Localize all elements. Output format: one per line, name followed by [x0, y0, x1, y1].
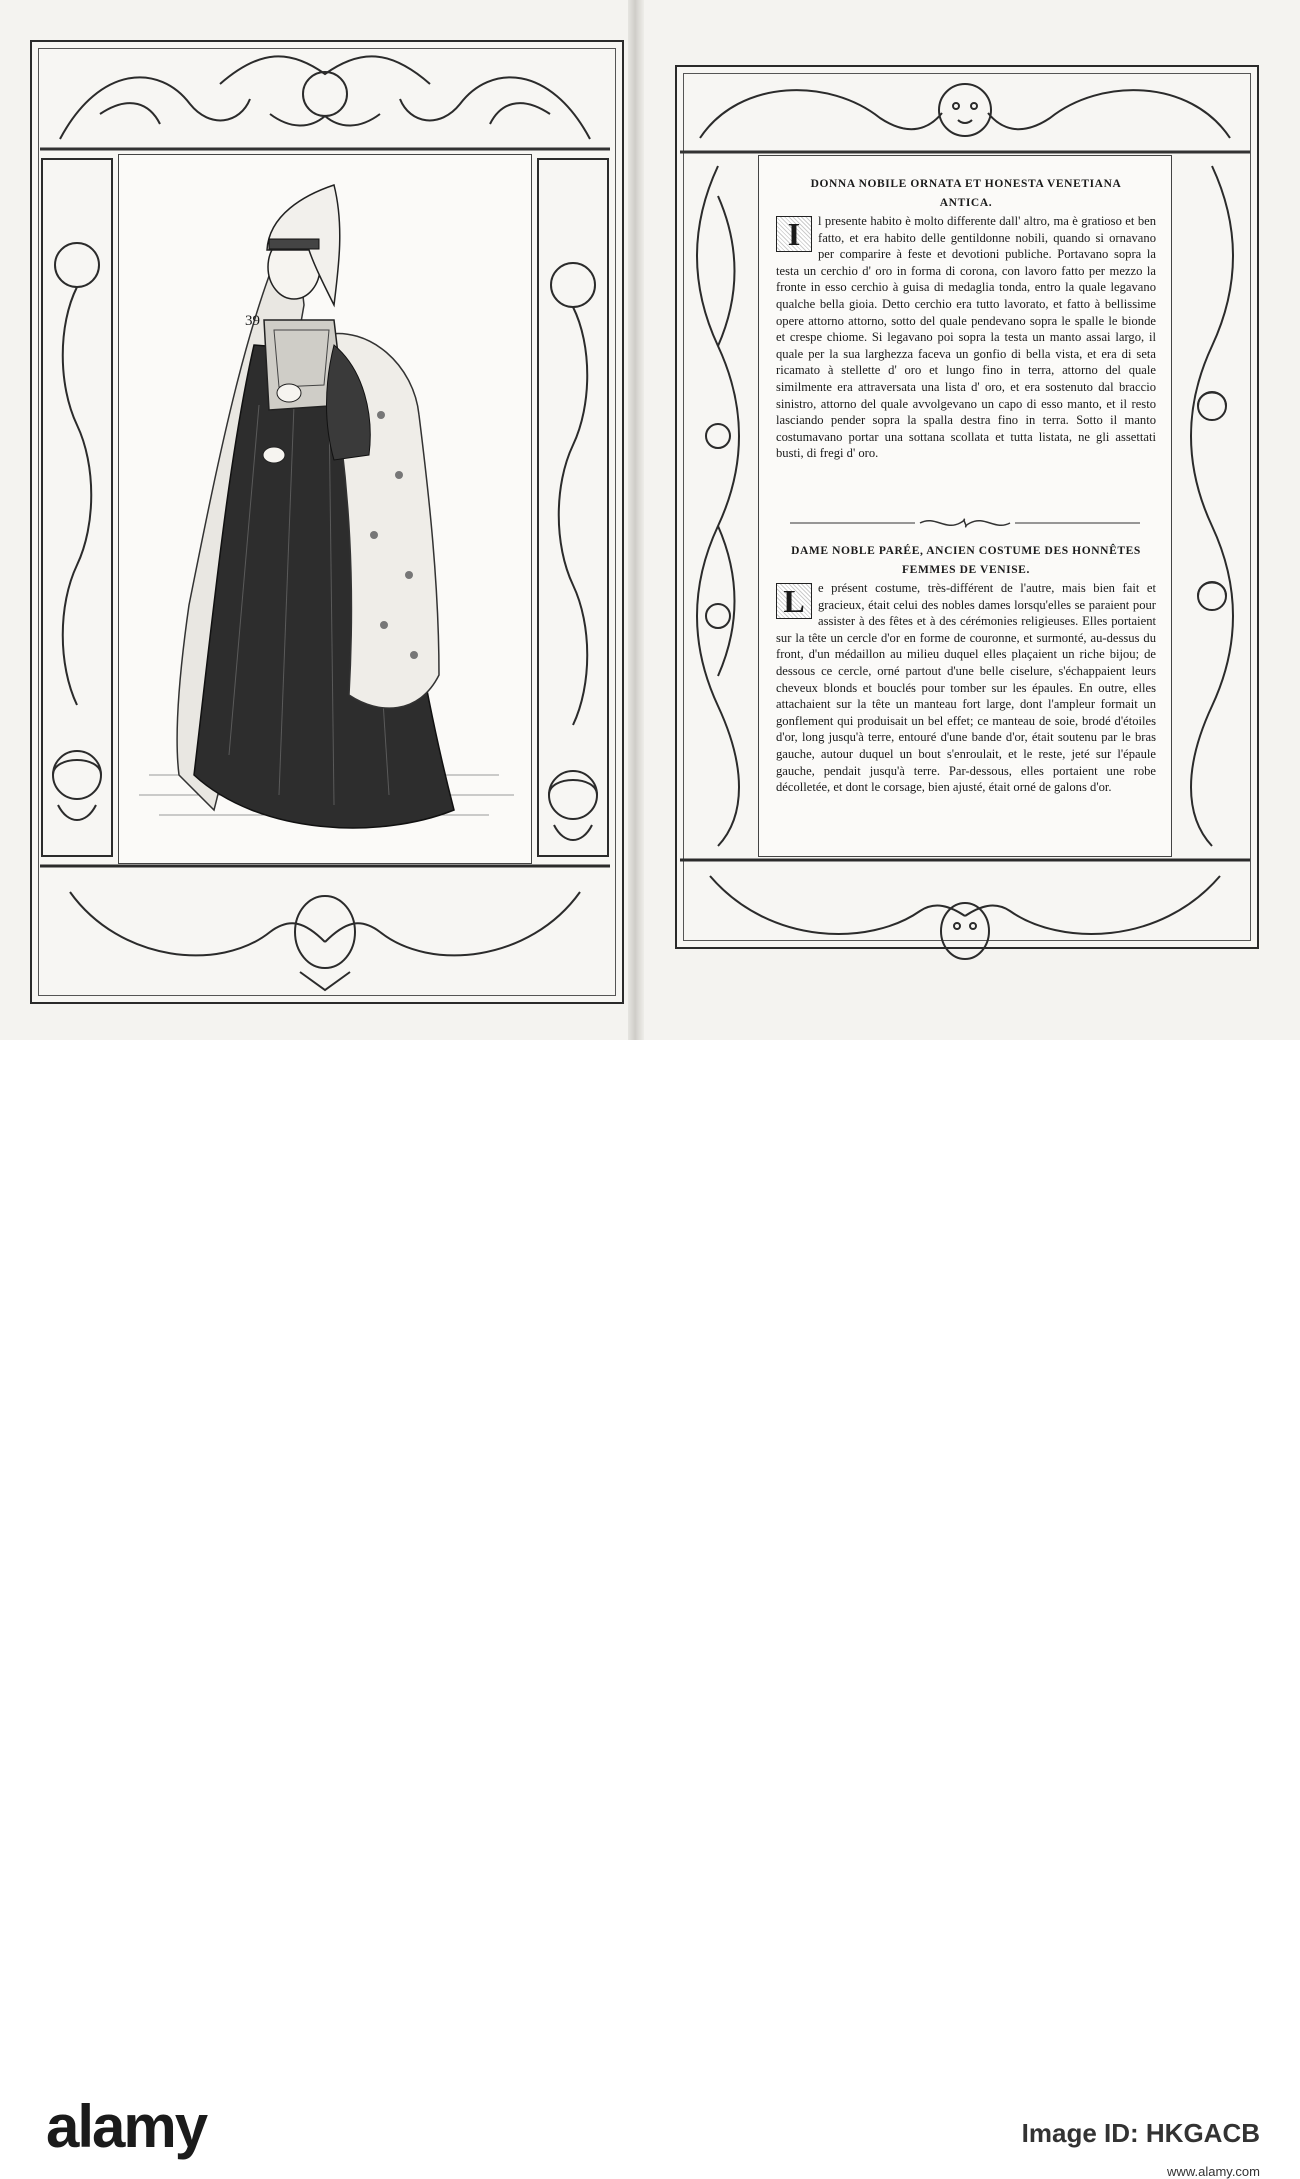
italian-paragraph — [776, 213, 1156, 462]
french-section — [776, 542, 1156, 796]
image-id-block — [1022, 2118, 1260, 2149]
right-top-scroll-ornament — [680, 68, 1250, 156]
french-title — [776, 542, 1156, 580]
left-top-scroll-ornament — [40, 44, 610, 154]
engraving-plate — [118, 154, 532, 864]
italian-section — [776, 175, 1156, 462]
left-bottom-scroll-ornament — [40, 862, 610, 992]
french-dropcap: L — [776, 583, 812, 619]
image-id: Image ID: HKGACB — [1021, 2118, 1260, 2148]
right-bottom-scroll-ornament — [680, 856, 1250, 966]
italian-title-line-2: ANTICA. — [939, 197, 993, 209]
italian-text: l presente habito è molto differente dall' altro, ma è gratioso et ben fatto, et era habito delle gentildonne nobili, quando si ornavano per comparire à feste et devotioni publiche. Portavano sopra la testa un cerchio d' oro in forma di corona, con lavoro fatto per mezzo la fronte in esso cerchio à guisa di medaglia tonda, entro la quale legavano qualche bella gioia. Detto cerchio era tutto lavorato, et fatto à bellissime opere attorno attorno, sotto del quale pendevano sopra le spalle le bionde et crespe chiome. Si legavano poi sopra la testa un manto assai largo, il quale per la sua larghezza faceva un gonfio di bella vista, et era di seta ricamato à stellette d' oro et lungo fino in terra, attorno del quale similmente era attraversata una lista d' oro, et era sostenuto dal braccio sinistro, attorno del quale avvolgevano un capo di esso manto, et il resto lasciando pender sopra la spalla destra fino in terra. Sotto il manto costumavano portar una sottana scollata et tutta listata, ne gli assettati busti, di fregi d' oro. — [776, 214, 1156, 461]
french-paragraph — [776, 580, 1156, 796]
left-pilaster-ornament — [38, 155, 116, 860]
italian-title-line-1: DONNA NOBILE ORNATA ET HONESTA VENETIANA — [810, 178, 1122, 190]
french-text: e présent costume, très-différent de l'autre, mais bien fait et gracieux, était celui des nobles dames lorsqu'elles se paraient pour assister à des fêtes et à des cérémonies religieuses. Elles portaient sur la tête un cercle d'or en forme de couronne, et surmonté, au-dessus du front, d'un médaillon au milieu duquel elles plaçaient un riche bijou; de dessous ce cercle, orné partout d'une belle ciselure, s'échappaient leurs cheveux blonds et bouclés pour tomber sur les épaules. En outre, elles attachaient sur la tête un manteau fort large, dont l'ampleur formait un gonflement qui produisait un bel effet; ce manteau de soie, brodé d'étoiles d'or, long jusqu'à terre, entouré d'une bande d'or, était soutenu par le bras gauche, autour duquel un bout s'enroulait, et le reste, jeté sur l'épaule gauche, pendait jusqu'à terre. Par-dessous, elles portaient une robe décolletée, et dont le corsage, bien ajusté, était orné de galons d'or. — [776, 581, 1156, 795]
section-divider — [790, 515, 1140, 531]
book-gutter — [628, 0, 644, 1040]
stock-watermark-bar — [0, 1040, 1300, 2179]
italian-title — [776, 175, 1156, 213]
italian-dropcap: I — [776, 216, 812, 252]
right-page-left-pilaster-ornament — [680, 156, 756, 856]
left-page-right-pilaster-ornament — [534, 155, 612, 860]
page-number: 39 — [245, 313, 260, 329]
alamy-logo: alamy — [46, 2093, 207, 2160]
right-page-right-pilaster-ornament — [1174, 156, 1250, 856]
book-spread — [0, 0, 1300, 1040]
french-title-line-1: DAME NOBLE PARÉE, ANCIEN COSTUME DES HONNÊTES — [791, 545, 1141, 557]
french-title-line-2: FEMMES DE VENISE. — [902, 564, 1030, 576]
watermark-url: www.alamy.com — [1167, 2164, 1260, 2179]
noblewoman-engraving — [119, 155, 531, 863]
